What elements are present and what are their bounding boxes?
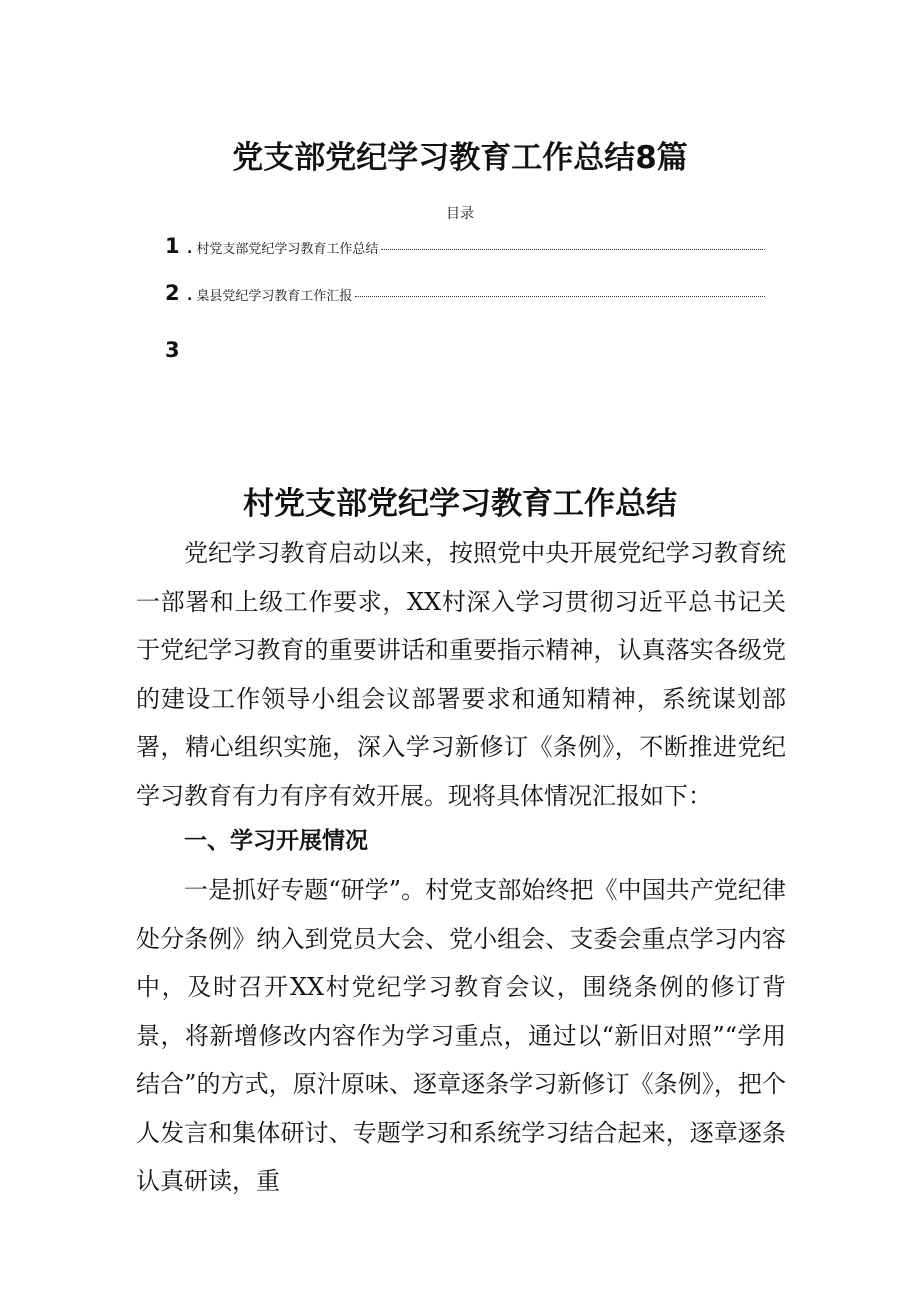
section-title: 村党支部党纪学习教育工作总结 — [243, 486, 677, 522]
toc-leader-dots — [381, 249, 765, 250]
toc-item-3[interactable] — [165, 338, 765, 368]
toc-item-1[interactable] — [165, 234, 765, 264]
toc-item-number: 3 — [165, 338, 180, 362]
toc-item-2[interactable] — [165, 281, 765, 311]
body-paragraph: 党纪学习教育启动以来，按照党中央开展党纪学习教育统一部署和上级工作要求，XX村深入学习贯彻习近平总书记关于党纪学习教育的重要讲话和重要指示精神，认真落实各级党的建设工作领导小组会议部署要求和通知精神，系统谋划部署，精心组织实施，深入学习新修订《条例》，不断推进党纪学习教育有力有序有效开展。现将具体情况汇报如下： — [136, 539, 786, 810]
toc-item-number: 1 — [165, 234, 180, 258]
toc-leader-dots — [355, 296, 765, 297]
toc-item-label: 村党支部党纪学习教育工作总结 — [196, 242, 379, 257]
toc-item-separator: . — [187, 288, 193, 304]
body-paragraph: 一是抓好专题“研学”。村党支部始终把《中国共产党纪律处分条例》纳入到党员大会、党小组会、支委会重点学习内容中，及时召开XX村党纪学习教育会议，围绕条例的修订背景，将新增修改内容作为学习重点，通过以“新旧对照”“学用结合”的方式，原汁原味、逐章逐条学习新修订《条例》，把个人发言和集体研讨、专题学习和系统学习结合起来，逐章逐条认真研读，重 — [136, 876, 786, 1195]
document-title: 党支部党纪学习教育工作总结8篇 — [232, 140, 688, 176]
toc-item-number: 2 — [165, 281, 180, 305]
sub-heading: 一、学习开展情况 — [184, 828, 368, 854]
toc-item-separator: . — [187, 241, 193, 257]
toc-item-label: 臬县党纪学习教育工作汇报 — [196, 289, 353, 304]
toc-heading: 目录 — [446, 206, 474, 222]
